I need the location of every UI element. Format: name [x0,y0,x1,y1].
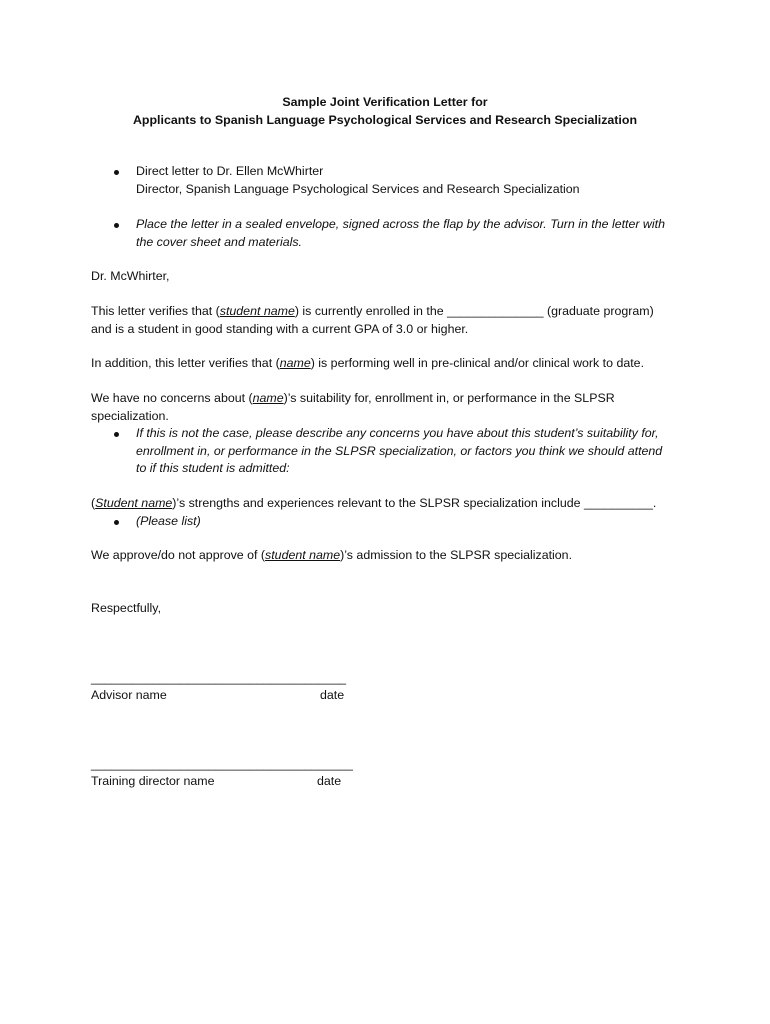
paragraph-enrollment-line-1 [91,303,691,321]
instruction-1-line-1: Direct letter to Dr. Ellen McWhirter [136,164,324,178]
instruction-item-2 [136,216,665,251]
text-fragment: In addition, this letter verifies that ( [91,356,280,370]
text-fragment: We have no concerns about ( [91,391,253,405]
paragraph-enrollment [91,303,691,338]
concerns-bullet-line-2: enrollment in, or performance in the SLPSR specialization, or factors you think we should attend [136,443,663,458]
text-fragment: We approve/do not approve of ( [91,548,266,562]
concerns-bullet-line-1: If this is not the case, please describe any concerns you have about this student’s suitability for, [136,426,659,440]
paragraph-clinical-line-1 [91,355,691,373]
instruction-2-line-1: Place the letter in a sealed envelope, signed across the flap by the advisor. Turn in the letter with [136,217,665,231]
paragraph-concerns-line-1 [91,390,691,408]
strengths-bullet: (Please list) [136,514,201,528]
instruction-1-line-2: Director, Spanish Language Psychological Services and Research Specialization [136,181,580,196]
advisor-name-label: Advisor name [91,688,167,702]
instruction-item-1 [136,163,580,198]
text-fragment: This letter verifies that ( [91,304,220,318]
director-date-label: date [317,774,342,788]
bullet-icon [114,170,119,175]
student-name-placeholder: student name [219,304,295,318]
paragraph-strengths [91,495,691,513]
concerns-bullet [136,425,662,478]
paragraph-strengths-line-1 [91,495,691,513]
director-signature-line: ______________________________________ [91,757,353,771]
paragraph-concerns-line-2: specialization. [91,408,169,423]
student-name-placeholder: student name [265,548,341,562]
paragraph-enrollment-line-2: and is a student in good standing with a current GPA of 3.0 or higher. [91,321,469,336]
name-placeholder: name [279,356,311,370]
name-placeholder: name [252,391,284,405]
director-name-label: Training director name [91,774,215,788]
closing: Respectfully, [91,601,162,615]
instruction-2-line-2: the cover sheet and materials. [136,234,302,249]
advisor-date-label: date [320,688,345,702]
concerns-bullet-line-3: to if this student is admitted: [136,461,290,475]
text-fragment: ) is performing well in pre-clinical and/or clinical work to date. [310,356,645,370]
paragraph-clinical [91,355,691,373]
salutation: Dr. McWhirter, [91,269,170,283]
document-subtitle: Applicants to Spanish Language Psychological Services and Research Specialization [132,113,638,127]
bullet-icon [114,432,119,437]
document-title: Sample Joint Verification Letter for [282,95,488,109]
advisor-signature-line: _____________________________________ [91,671,346,685]
paragraph-approval [91,547,691,565]
bullet-icon [114,223,119,228]
bullet-icon [114,520,119,525]
text-fragment: )’s suitability for, enrollment in, or performance in the SLPSR [283,391,615,405]
paragraph-concerns [91,390,691,425]
text-fragment: )’s admission to the SLPSR specialization. [340,548,573,562]
paragraph-approval-line-1 [91,547,691,565]
student-name-placeholder: Student name [95,496,173,510]
text-fragment: ( [91,496,96,510]
text-fragment: ) is currently enrolled in the ______________ (graduate program) [294,304,654,318]
text-fragment: )’s strengths and experiences relevant to the SLPSR specialization include __________. [172,496,657,510]
